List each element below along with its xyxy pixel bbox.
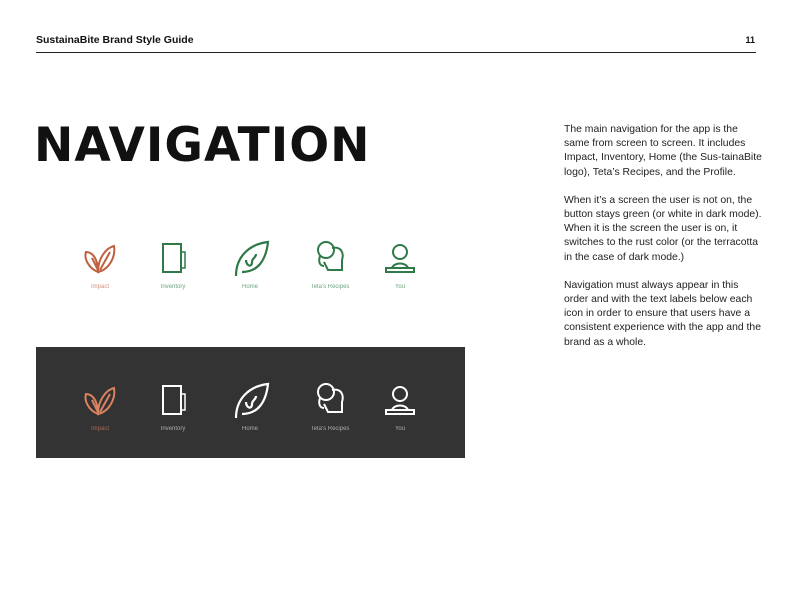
- profile-icon: [380, 380, 420, 420]
- nav-item-home[interactable]: [215, 238, 285, 290]
- paragraph: The main navigation for the app is the same from screen to screen. It includes Impact, Inventory, Home (the Sus-tainaBite logo), Teta’s Recipes, and the Profile.: [564, 124, 762, 178]
- nav-label: Teta's Recipes: [310, 284, 350, 290]
- nav-label: Home: [241, 284, 258, 290]
- paragraph: Navigation must always appear in this order and with the text labels below each icon in order to ensure that users have a consistent experience with the app and the brand as a whole.: [564, 279, 761, 348]
- nav-item-teta-s-recipes[interactable]: [295, 238, 365, 290]
- nav-label: You: [394, 426, 406, 432]
- nav-item-you[interactable]: [365, 238, 435, 290]
- nav-label: Home: [241, 426, 258, 432]
- nav-label: Inventory: [160, 426, 186, 432]
- nav-label: Inventory: [160, 284, 186, 290]
- leaves-icon: [80, 238, 120, 278]
- paragraph: When it’s a screen the user is not on, the button stays green (or white in dark mode). When it is the screen the user is on, it switches to the rust color (or the terracotta in the case of dark mode.): [564, 194, 762, 263]
- nav-label: Impact: [90, 284, 109, 290]
- nav-label: Impact: [90, 426, 109, 432]
- notebook-icon: [153, 238, 193, 278]
- nav-label: You: [394, 284, 406, 290]
- body-text: [564, 123, 764, 364]
- header-divider: [36, 52, 756, 53]
- nav-item-teta-s-recipes[interactable]: [295, 380, 365, 432]
- nav-item-impact[interactable]: [65, 238, 135, 290]
- leaf-logo-icon: [230, 238, 270, 278]
- profile-icon: [380, 238, 420, 278]
- nav-item-inventory[interactable]: [138, 238, 208, 290]
- leaves-icon: [80, 380, 120, 420]
- nav-item-you[interactable]: [365, 380, 435, 432]
- page-title: NAVIGATION: [34, 118, 371, 173]
- page-number: 11: [745, 35, 755, 45]
- nav-item-home[interactable]: [215, 380, 285, 432]
- notebook-icon: [153, 380, 193, 420]
- nav-item-impact[interactable]: [65, 380, 135, 432]
- leaf-logo-icon: [230, 380, 270, 420]
- chef-icon: [310, 238, 350, 278]
- nav-label: Teta's Recipes: [310, 426, 350, 432]
- header-title: SustainaBite Brand Style Guide: [36, 34, 194, 46]
- chef-icon: [310, 380, 350, 420]
- nav-item-inventory[interactable]: [138, 380, 208, 432]
